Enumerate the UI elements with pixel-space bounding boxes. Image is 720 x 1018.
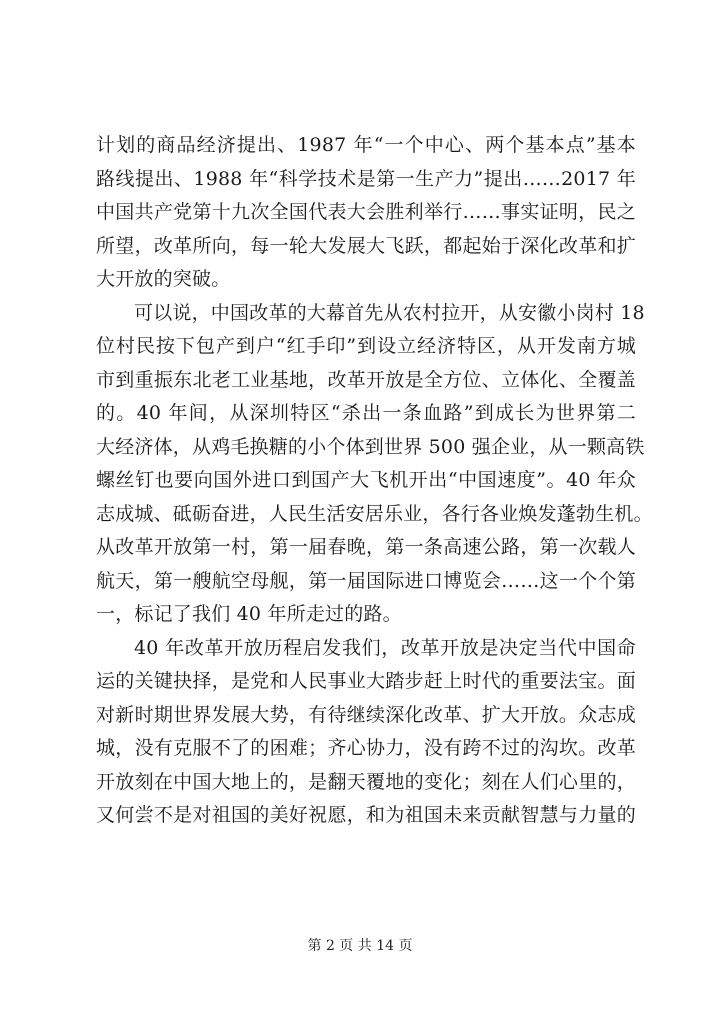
text-line: 一，标记了我们 40 年所走过的路。 xyxy=(96,603,402,625)
text-line: 螺丝钉也要向国外进口到国产大飞机开出“中国速度”。40 年众 xyxy=(96,469,636,491)
text-line: 路线提出、1988 年“科学技术是第一生产力”提出……2017 年 xyxy=(96,167,636,190)
text-line: 开放刻在中国大地上的，是翻天覆地的变化；刻在人们心里的， xyxy=(96,770,636,793)
document-body xyxy=(96,129,653,833)
text-line: 运的关键抉择，是党和人民事业大踏步赶上时代的重要法宝。面 xyxy=(96,670,636,692)
text-line: 计划的商品经济提出、1987 年“一个中心、两个基本点”基本 xyxy=(96,134,636,156)
text-line: 又何尝不是对祖国的美好祝愿，和为祖国未来贡献智慧与力量的 xyxy=(96,804,636,826)
paragraph-2 xyxy=(96,297,653,632)
paragraph-1 xyxy=(96,129,636,297)
text-line: 大开放的突破。 xyxy=(96,268,231,290)
text-line: 城，没有克服不了的困难；齐心协力，没有跨不过的沟坎。改革 xyxy=(96,737,636,759)
text-line: 航天，第一艘航空母舰，第一届国际进口博览会……这一个个第 xyxy=(96,569,636,592)
text-line: 可以说，中国改革的大幕首先从农村拉开，从安徽小岗村 18 xyxy=(134,301,645,324)
text-line: 大经济体，从鸡毛换糖的小个体到世界 500 强企业，从一颗高铁 xyxy=(96,435,645,458)
text-line: 中国共产党第十九次全国代表大会胜利举行……事实证明，民之 xyxy=(96,201,636,223)
text-line: 市到重振东北老工业基地，改革开放是全方位、立体化、全覆盖 xyxy=(96,368,636,391)
page-footer: 第 2 页 共 14 页 xyxy=(307,938,413,954)
text-line: 位村民按下包产到户“红手印”到设立经济特区，从开发南方城 xyxy=(96,335,636,357)
paragraph-3 xyxy=(96,632,636,833)
text-line: 从改革开放第一村，第一届春晚，第一条高速公路，第一次载人 xyxy=(96,536,636,558)
text-line: 所望，改革所向，每一轮大发展大飞跃，都起始于深化改革和扩 xyxy=(96,234,636,257)
text-line: 志成城、砥砺奋进，人民生活安居乐业，各行各业焕发蓬勃生机。 xyxy=(96,502,653,525)
text-line: 的。40 年间，从深圳特区“杀出一条血路”到成长为世界第二 xyxy=(96,402,636,424)
text-line: 对新时期世界发展大势，有待继续深化改革、扩大开放。众志成 xyxy=(96,703,636,726)
text-line: 40 年改革开放历程启发我们，改革开放是决定当代中国命 xyxy=(134,636,636,659)
